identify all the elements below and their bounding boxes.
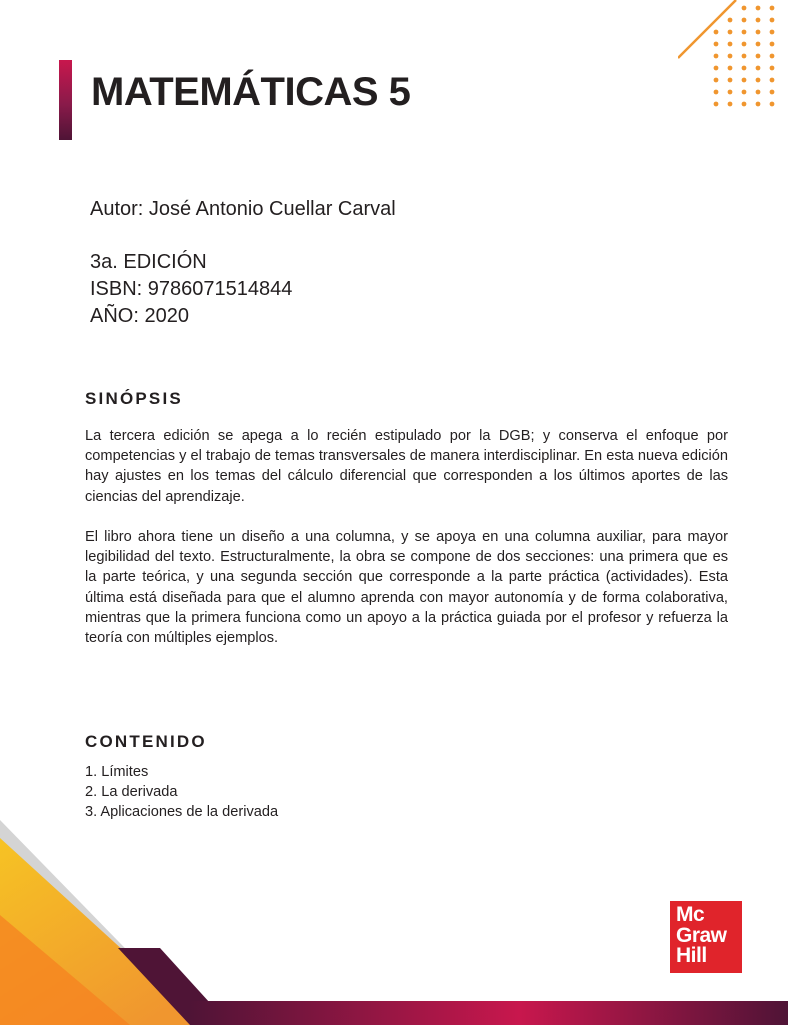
contents-item: 1. Límites [85,764,149,780]
year-line: AÑO: 2020 [90,305,189,327]
contents-item: 3. Aplicaciones de la derivada [85,804,279,820]
author-line: Autor: José Antonio Cuellar Carval [90,198,396,220]
title-accent-bar [59,60,72,140]
synopsis-heading: SINÓPSIS [85,389,183,408]
contents-list [85,762,278,822]
contents-item: 2. La derivada [85,784,178,800]
synopsis-paragraph-2: El libro ahora tiene un diseño a una columna, y se apoya en una columna auxiliar, para mayor legibilidad del texto. Estructuralmente, la obra se compone de dos secciones: una primera que es la parte teórica, y una segunda sección que corresponde a la parte práctica (actividades). Esta última está diseñada para que el alumno aprenda con mayor autonomía y de forma colaborativa, mientras que la primera funciona como un apoyo a la práctica guiada por el profesor y refuerza la teoría con múltiples ejemplos. [85,529,728,647]
contents-heading: CONTENIDO [85,732,207,751]
edition-line: 3a. EDICIÓN [90,251,207,273]
logo-line-1: Mc [676,903,705,926]
orange-dot-grid-icon [678,0,788,115]
isbn-line: ISBN: 9786071514844 [90,278,293,300]
synopsis-paragraph-1: La tercera edición se apega a lo recién estipulado por la DGB; y conserva el enfoque por competencias y el trabajo de temas transversales de manera interdisciplinar. En esta nueva edición hay ajustes en los temas del cálculo diferencial que corresponden a los últimos aportes de las ciencias del aprendizaje. [85,428,728,505]
logo-line-3: Hill [676,944,707,967]
logo-line-2: Graw [676,923,727,947]
mcgraw-hill-logo [670,901,742,973]
page-title: MATEMÁTICAS 5 [91,70,411,114]
